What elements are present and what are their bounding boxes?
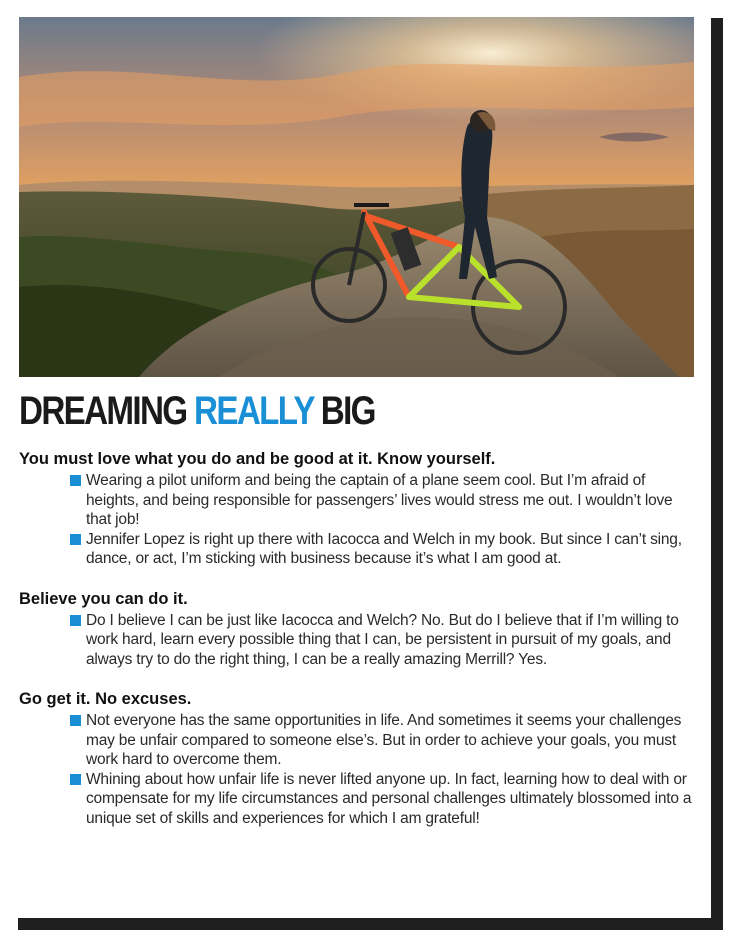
bullet-list (19, 611, 699, 670)
list-item-text: Not everyone has the same opportunities in life. And sometimes it seems your challenges may be unfair compared to someone else’s. But in order to achieve your goals, you must work hard to overcome them. (86, 712, 682, 768)
square-bullet-icon (70, 475, 81, 486)
list-item-text: Jennifer Lopez is right up there with Iacocca and Welch in my book. But since I can’t sing, dance, or act, I’m sticking with business because it’s what I am good at. (86, 530, 682, 567)
headline-accent: REALLY (194, 389, 314, 433)
list-item-text: Whining about how unfair life is never lifted anyone up. In fact, learning how to deal with or compensate for my life circumstances and personal challenges ultimately blossomed into a unique set of skills and experiences for which I am grateful! (86, 770, 692, 827)
page-title (19, 388, 375, 434)
list-item (70, 611, 699, 670)
sunset-mountain-cyclist-photo-icon (19, 17, 694, 377)
list-item (70, 471, 699, 530)
bullet-list (19, 471, 699, 569)
square-bullet-icon (70, 774, 81, 785)
list-item (70, 770, 699, 829)
section-title: You must love what you do and be good at it. Know yourself. (19, 450, 496, 468)
square-bullet-icon (70, 534, 81, 545)
list-item-text: Wearing a pilot uniform and being the captain of a plane seem cool. But I’m afraid of heights, and being responsible for passengers’ lives would stress me out. I wouldn’t love that job! (86, 472, 673, 528)
section-title: Go get it. No excuses. (19, 690, 192, 708)
section-go-get-it (19, 689, 699, 828)
article-body (19, 449, 699, 848)
hero-photo (19, 17, 694, 377)
bullet-list (19, 711, 699, 828)
headline-part1: DREAMING (19, 389, 195, 433)
page-frame-bottom-border (18, 918, 723, 930)
headline-part2: BIG (313, 389, 375, 433)
list-item-text: Do I believe I can be just like Iacocca and Welch? No. But do I believe that if I’m willing to work hard, learn every possible thing that I can, be persistent in pursuit of my goals, and always try to do the right thing, I can be a really amazing Merrill? Yes. (86, 611, 679, 668)
section-believe (19, 589, 699, 670)
square-bullet-icon (70, 715, 81, 726)
section-title: Believe you can do it. (19, 589, 188, 608)
list-item (70, 530, 699, 569)
page-frame-right-border (711, 18, 723, 930)
square-bullet-icon (70, 615, 81, 626)
list-item (70, 711, 699, 770)
section-love-what-you-do (19, 449, 699, 569)
